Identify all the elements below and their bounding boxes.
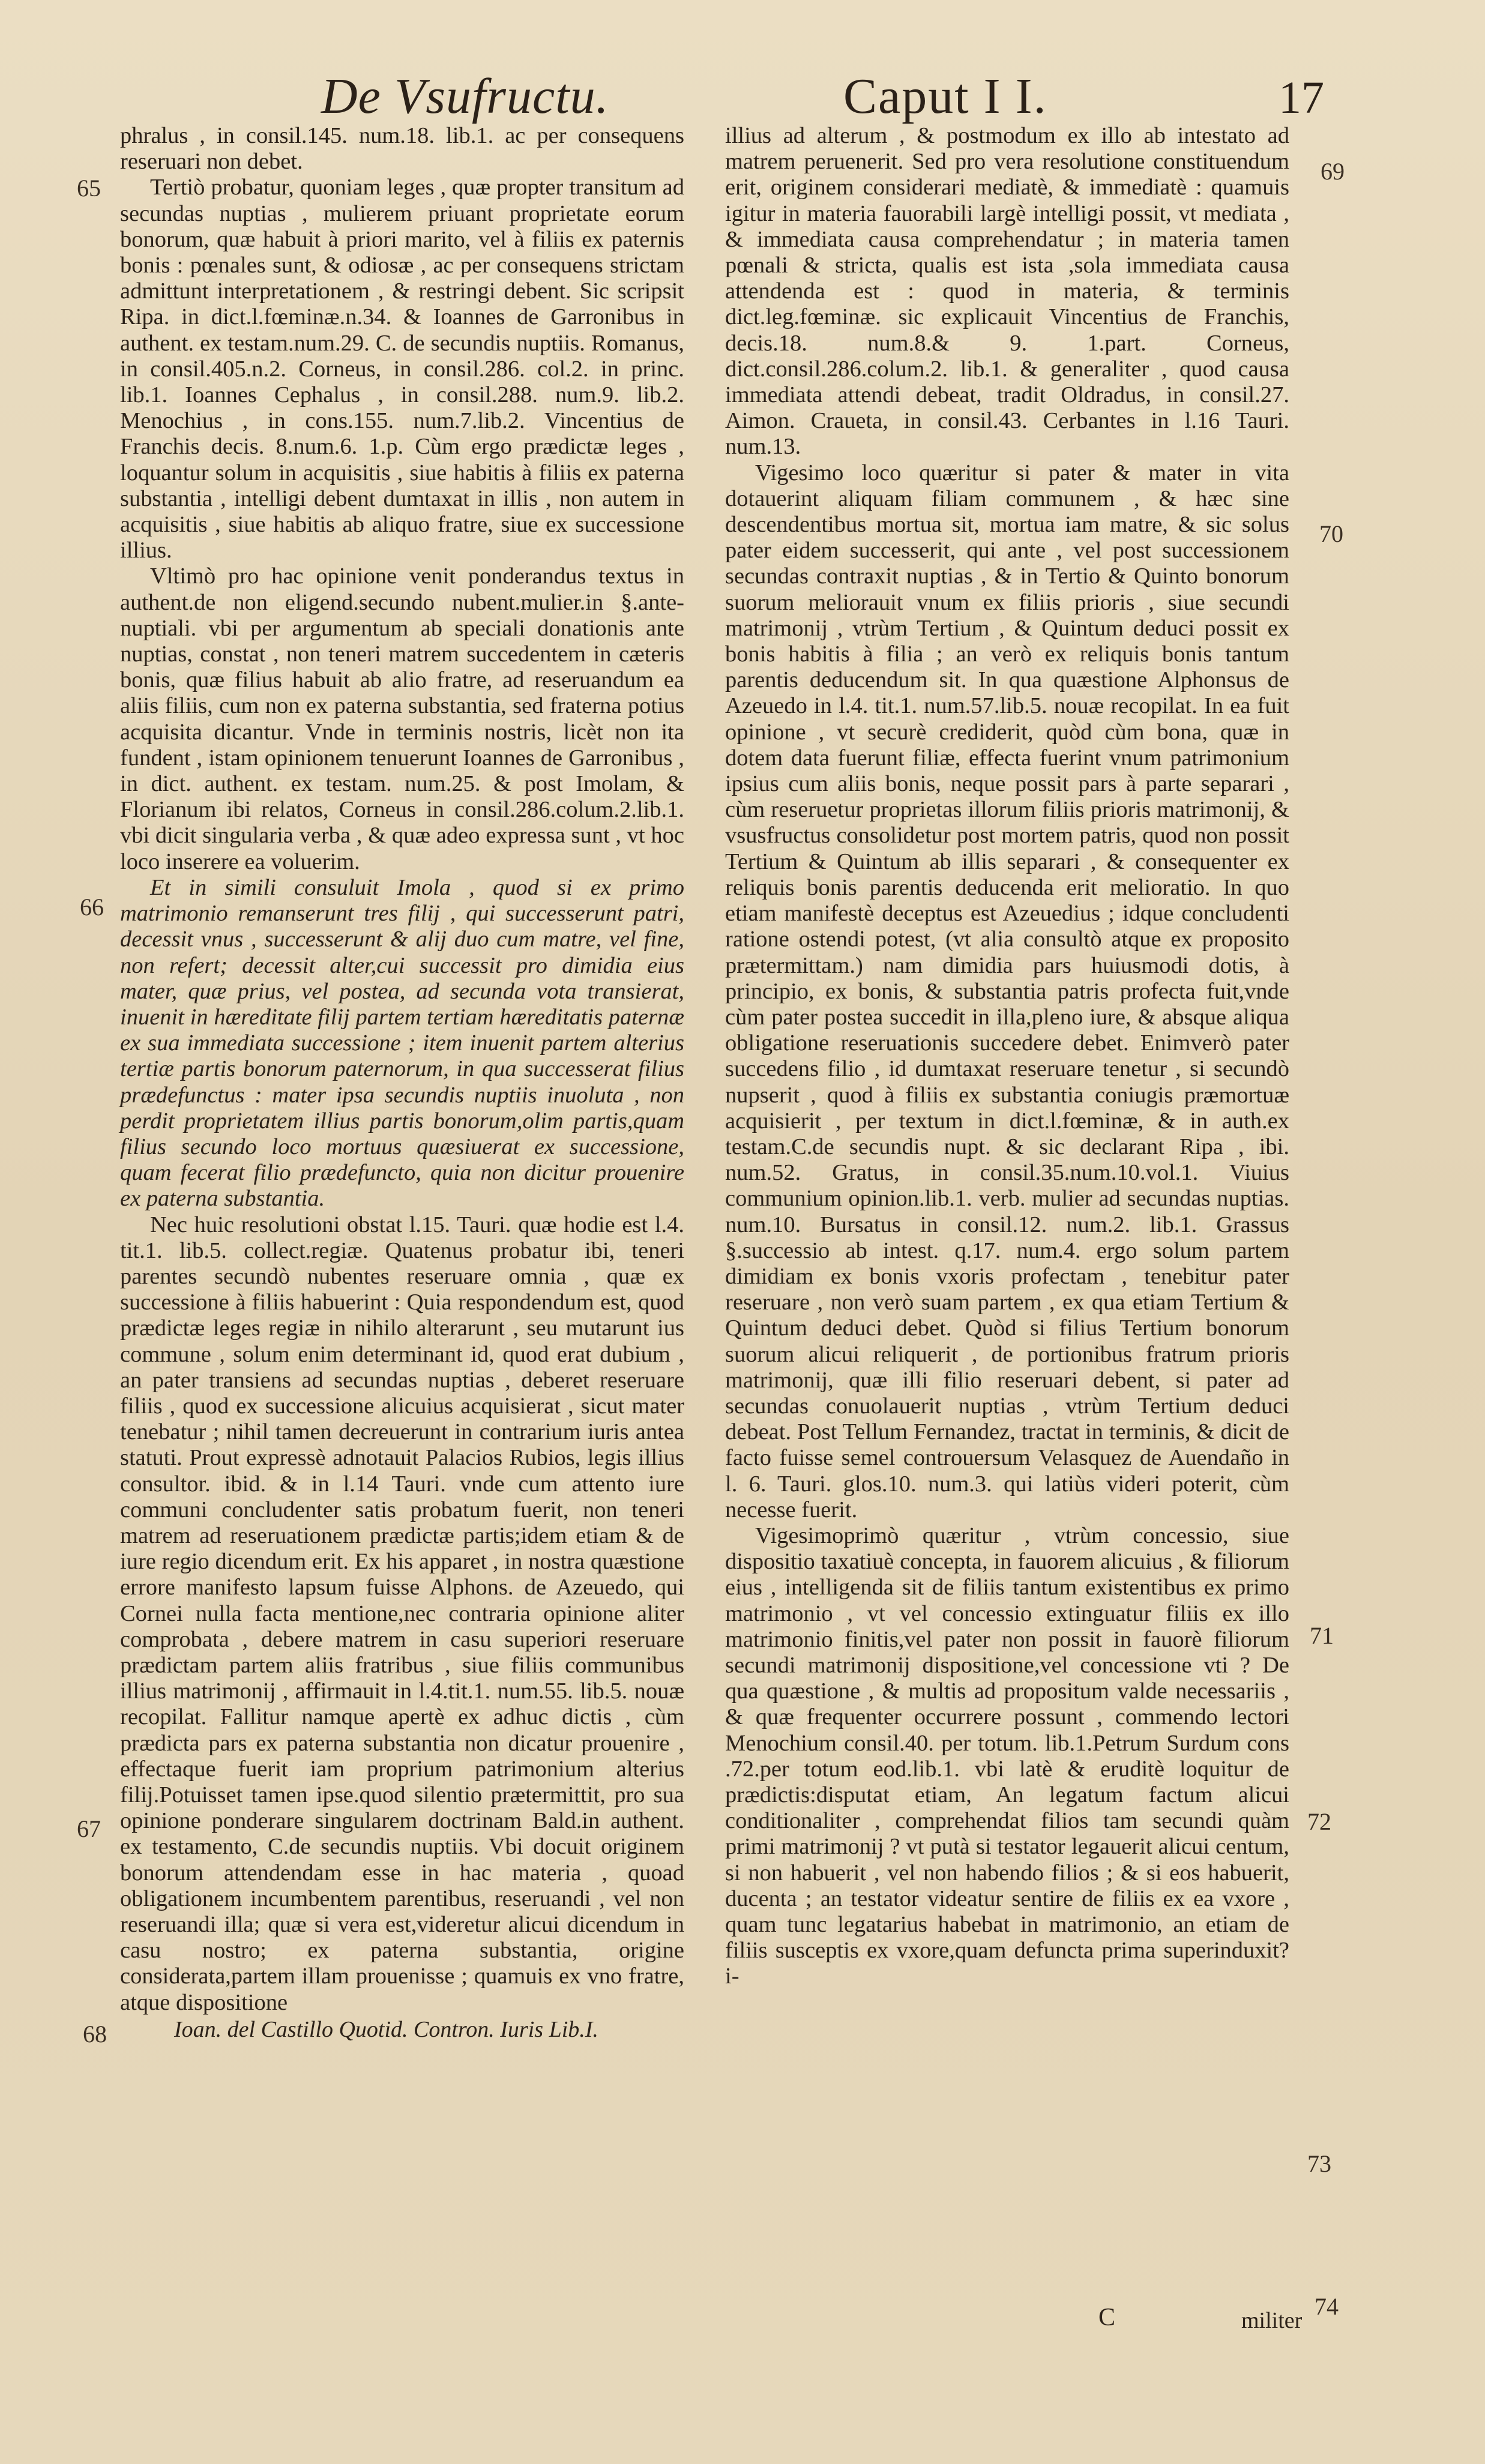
paragraph: Vigesimo loco quæritur si pater & mater in vita dotauerint aliquam filiam communem , & hæc sine descendentibus mortua sit, mortua iam matre, & sic solus pater eidem successerit, qui ante , vel post successionem secundas contraxit nuptias , & in Tertio & Quinto bonorum suorum meliorauit vnum ex filiis prioris , siue secundi matrimonij , vtrùm Tertium , & Quintum deduci possit ex bonis habitis à filia ; an verò ex reliquis bonis tantum parentis deducendum sit. In qua quæstione Alphonsus de Azeuedo in l.4. tit.1. num.57.lib.5. nouæ recopilat. In ea fuit opinione , vt securè crediderit, quòd cùm bona, quæ in dotem data fuerunt filiæ, effecta fuerint vnum patrimonium ipsius cum aliis bonis, neque possit pars à parte separari , cùm reseruetur proprietas illorum filiis prioris matrimonij, & vsusfructus consolidetur post mortem patris, quod non possit Tertium & Quintum ab illis separari , & consequenter ex reliquis bonis parentis deducenda erit melioratio. In quo etiam manifestè deceptus est Azeuedius ; idque concludenti ratione ostendi potest, (vt alia consultò atque ex proposito prætermittam.) nam dimidia pars huiusmodi dotis, à principio, ex bonis, & substantia patris profecta fuit,vnde cùm pater postea succedit in illa,pleno iure, & absque aliqua obligatione reseruationis succedere debet. Enimverò pater succedens filio , id dumtaxat reseruare tenetur , si secundò nupserit , quod à filiis ex substantia coniugis præmortuæ acquisierit , per textum in dict.l.fœminæ, & in auth.ex testam.C.de secundis nupt. & sic declarant Ripa , ibi. num.52. Gratus, in consil.35.num.10.vol.1. Viuius communium opinion.lib.1. verb. mulier ad secundas nuptias. num.10. Bursatus in consil.12. num.2. lib.1. Grassus §.successio ab intest. q.17. num.4. ergo solum partem dimidiam ex bonis vxoris profectam , tenebitur pater reseruare , non verò suam partem , ex qua etiam Tertium & Quintum deduci debet. Quòd si filius Tertium bonorum suorum alicui reliquerit , de portionibus fratrum prioris matrimonij, quæ illi filio reseruari debent, si pater ad secundas conuolauerit nuptias , vtrùm Tertium deduci debeat. Post Tellum Fernandez, tractat in terminis, & dicit de facto fuisse semel controuersum Velasquez de Auendaño in l. 6. Tauri. glos.10. num.3. qui latiùs videri poterit, cùm necesse fuerit. bbox=[725, 460, 1289, 1522]
page-number: 17 bbox=[1279, 73, 1324, 123]
margin-number: 72 bbox=[1307, 1808, 1331, 1835]
quotation-paragraph: Et in simili consuluit Imola , quod si ex primo matrimonio remanserunt tres filij , qui successerunt patri, decessit vnus , successerunt & alij duo cum matre, vel fine, non refert; decessit alter,cui successit pro dimidia eius mater, quæ prius, vel postea, ad secunda vota transierat, inuenit in hæreditate filij partem tertiam hæreditatis paternæ ex sua immediata successione ; item inuenit partem alterius tertiæ partis bonorum paternorum, in qua successerat filius prædefunctus : mater ipsa secundis nuptiis inuoluta , non perdit proprietatem illius partis bonorum,olim partis,quam filius secundo loco mortuus quæsiuerat ex successione, quam fecerat filio prædefuncto, quia non dicitur prouenire ex paterna substantia. bbox=[120, 874, 684, 1212]
left-text-column bbox=[120, 123, 684, 2043]
margin-number: 70 bbox=[1319, 520, 1343, 547]
paragraph: Vigesimoprimò quæritur , vtrùm concessio, siue dispositio taxatiuè concepta, in fauorem alicuius , & filiorum eius , intelligenda sit de filiis tantum existentibus ex primo matrimonio , vt vel concessio extinguatur filiis ex illo matrimonio finitis,vel pater non possit in fauorè filiorum secundi matrimonij dispositione,vel concessione vti ? De qua quæstione , & multis ad propositum valde necessariis , & quæ frequenter occurrere possunt , commendo lectori Menochium consil.40. per totum. lib.1.Petrum Surdum cons .72.per totum eod.lib.1. vbi latè & eruditè loquitur de prædictis:disputat etiam, An legatum factum alicui conditionaliter , comprehendat filios tam secundi quàm primi matrimonij ? vt putà si testator legauerit alicui centum, si non habuerit , vel non habendo filios ; & si eos habuerit, ducenta ; an testator videatur sentire de filiis ex ea vxore , quam tunc legatarius habebat in matrimonio, an etiam de filiis susceptis ex vxore,quam defuncta prima superinduxit? i- bbox=[725, 1522, 1289, 1989]
margin-number: 74 bbox=[1315, 2293, 1339, 2320]
right-text-column bbox=[725, 123, 1289, 1990]
page-footer-line: Ioan. del Castillo Quotid. Contron. Iuris Lib.I. bbox=[174, 2016, 598, 2042]
margin-number: 66 bbox=[80, 894, 104, 921]
paragraph: illius ad alterum , & postmodum ex illo ab intestato ad matrem peruenerit. Sed pro vera resolutione constituendum erit, originem considerari mediatè, & immediatè : quamuis igitur in materia fauorabili largè intelligi possit, vt mediata , & immediata causa comprehendatur ; in materia tamen pœnali & stricta, qualis est ista ,sola immediata causa attendenda est : quod in materia, & terminis dict.leg.fœminæ. sic explicauit Vincentius de Franchis, decis.18. num.8.& 9. 1.part. Corneus, dict.consil.286.colum.2. lib.1. & generaliter , quod causa immediata attendi debeat, tradit Oldradus, in consil.27. Aimon. Craueta, in consil.43. Cerbantes in l.16 Tauri. num.13. bbox=[725, 123, 1289, 460]
paragraph: phralus , in consil.145. num.18. lib.1. ac per consequens reseruari non debet. bbox=[120, 123, 684, 175]
page-header bbox=[0, 60, 1485, 126]
running-title-left: De Vsufructu. bbox=[321, 68, 609, 124]
margin-number: 69 bbox=[1321, 158, 1345, 185]
paragraph: Vltimò pro hac opinione venit ponderandus textus in authent.de non eligend.secundo nubent.mulier.in §.ante-nuptiali. vbi per argumentum ab speciali donationis ante nuptias, constat , non teneri matrem succedentem in cæteris bonis, quæ filius habuit ab alio fratre, ad reseruandum ea aliis filiis, cum non ex paterna substantia, sed fraterna potius acquisita dicantur. Vnde in terminis nostris, licèt non ita fundent , istam opinionem tenuerunt Ioannes de Garronibus , in dict. authent. ex testam. num.25. & post Imolam, & Florianum ibi relatos, Corneus in consil.286.colum.2.lib.1. vbi dicit singularia verba , & quæ adeo expressa sunt , vt hoc loco inserere ea voluerim. bbox=[120, 563, 684, 874]
margin-number: 68 bbox=[83, 2021, 107, 2048]
running-title-right: Caput I I. bbox=[843, 68, 1047, 124]
margin-number: 71 bbox=[1310, 1622, 1334, 1649]
signature-mark: C bbox=[1098, 2304, 1116, 2331]
catchword: militer bbox=[1241, 2308, 1303, 2333]
margin-number: 65 bbox=[77, 175, 101, 202]
margin-number: 67 bbox=[77, 1815, 101, 1842]
margin-number: 73 bbox=[1307, 2150, 1331, 2177]
paragraph: Tertiò probatur, quoniam leges , quæ propter transitum ad secundas nuptias , mulierem priuant proprietate eorum bonorum, quæ habuit à priori marito, vel à filiis ex paternis bonis : pœnales sunt, & odiosæ , ac per consequens strictam admittunt interpretationem , & restringi debent. Sic scripsit Ripa. in dict.l.fœminæ.n.34. & Ioannes de Garronibus in authent. ex testam.num.29. C. de secundis nuptiis. Romanus, in consil.405.n.2. Corneus, in consil.286. col.2. in princ. lib.1. Ioannes Cephalus , in consil.288. num.9. lib.2. Menochius , in cons.155. num.7.lib.2. Vincentius de Franchis decis. 8.num.6. 1.p. Cùm ergo prædictæ leges , loquantur solum in acquisitis , siue habitis à filiis ex paterna substantia , intelligi debent dumtaxat in illis , non autem in acquisitis , siue habitis ab aliquo fratre, siue ex successione illius. bbox=[120, 175, 684, 563]
paragraph: Nec huic resolutioni obstat l.15. Tauri. quæ hodie est l.4. tit.1. lib.5. collect.regiæ. Quatenus probatur ibi, teneri parentes secundò nubentes reseruare omnia , quæ ex successione à filiis habuerint : Quia respondendum est, quod prædictæ leges regiæ in nihilo alterarunt , seu mutarunt ius commune , solum enim determinant id, quod erat dubium , an pater transiens ad secundas nuptias , deberet reseruare filiis , quod ex successione alicuius acquisierat , sicut mater tenebatur ; nihil tamen decreuerunt in contrarium iuris antea statuti. Prout expressè adnotauit Palacios Rubios, legis illius consultor. ibid. & in l.14 Tauri. vnde cum attento iure communi concludenter satis probatum fuerit, non teneri matrem ad reseruationem prædictæ partis;idem etiam & de iure regio dicendum erit. Ex his apparet , in nostra quæstione errore manifesto lapsum fuisse Alphons. de Azeuedo, qui Cornei nulla facta mentione,nec contraria opinione aliter comprobata , debere matrem in casu superiori reseruare prædictam partem aliis fratribus , siue filiis communibus illius matrimonij , affirmauit in l.4.tit.1. num.55. lib.5. nouæ recopilat. Fallitur namque apertè ex adhuc dictis , cùm prædicta pars ex paterna substantia non dicatur prouenire , effectaque fuerit iam proprium patrimonium alterius filij.Potuisset tamen ipse.quod silentio prætermittit, pro sua opinione ponderare singularem doctrinam Bald.in authent. ex testamento, C.de secundis nuptiis. Vbi docuit originem bonorum attendendam esse in hac materia , quoad obligationem incumbentem parentibus, reseruandi , vel non reseruandi illa; quæ si vera est,videretur alicui dicendum in casu nostro; ex paterna substantia, origine considerata,partem illam prouenisse ; quamuis ex vno fratre, atque dispositione bbox=[120, 1212, 684, 2015]
